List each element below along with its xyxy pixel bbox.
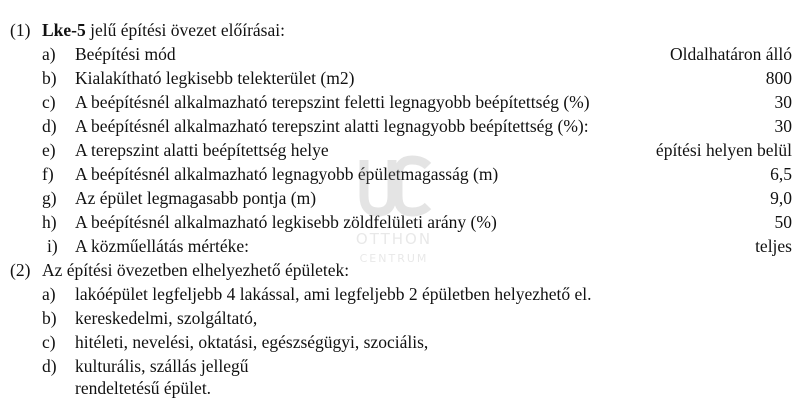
item-label: A beépítésnél alkalmazható terepszint alatti legnagyobb beépítettség (%): bbox=[75, 116, 589, 136]
list-item bbox=[0, 355, 800, 377]
section-2-header bbox=[0, 259, 800, 281]
item-label: kereskedelmi, szolgáltató, bbox=[75, 308, 258, 328]
item-letter: d) bbox=[42, 116, 57, 136]
list-item bbox=[0, 283, 800, 305]
item-label: A beépítésnél alkalmazható terepszint feletti legnagyobb beépítettség (%) bbox=[75, 92, 590, 112]
item-label: A beépítésnél alkalmazható legkisebb zöldfelületi arány (%) bbox=[75, 212, 497, 232]
item-value: 30 bbox=[774, 92, 792, 112]
rule-row bbox=[0, 43, 800, 65]
item-letter: d) bbox=[42, 356, 57, 376]
item-letter: c) bbox=[42, 92, 56, 112]
item-letter: a) bbox=[42, 284, 56, 304]
item-label: kulturális, szállás jellegű bbox=[75, 356, 249, 376]
section-title-rest: jelű építési övezet előírásai: bbox=[85, 20, 285, 40]
item-letter: f) bbox=[42, 164, 54, 184]
rule-row bbox=[0, 67, 800, 89]
section-title bbox=[42, 19, 285, 41]
rule-row bbox=[0, 235, 800, 257]
item-value: 800 bbox=[765, 68, 792, 88]
watermark-line-1: OTTHON bbox=[355, 230, 433, 248]
item-value: 30 bbox=[774, 116, 792, 136]
list-item-continuation bbox=[0, 377, 800, 399]
section-1-header bbox=[0, 19, 800, 41]
item-label: A közműellátás mértéke: bbox=[75, 236, 249, 256]
item-label: A beépítésnél alkalmazható legnagyobb épületmagasság (m) bbox=[75, 164, 499, 184]
list-item bbox=[0, 307, 800, 329]
item-label: Beépítési mód bbox=[75, 44, 176, 64]
item-letter: c) bbox=[42, 332, 56, 352]
item-value: építési helyen belül bbox=[655, 140, 792, 160]
item-label: lakóépület legfeljebb 4 lakással, ami legfeljebb 2 épületben helyezhető el. bbox=[75, 284, 592, 304]
section-number: (1) bbox=[10, 20, 31, 40]
rule-row bbox=[0, 139, 800, 161]
rule-row bbox=[0, 163, 800, 185]
item-letter: e) bbox=[42, 140, 56, 160]
item-value: 50 bbox=[774, 212, 792, 232]
item-letter: b) bbox=[42, 308, 57, 328]
item-value: Oldalhatáron álló bbox=[670, 44, 792, 64]
item-letter: g) bbox=[42, 188, 57, 208]
rule-row bbox=[0, 187, 800, 209]
item-letter: b) bbox=[42, 68, 57, 88]
list-item bbox=[0, 331, 800, 353]
rule-row bbox=[0, 91, 800, 113]
section-title: Az építési övezetben elhelyezhető épületek: bbox=[42, 260, 350, 280]
item-letter: a) bbox=[42, 44, 56, 64]
section-number: (2) bbox=[10, 260, 31, 280]
watermark-line-2: CENTRUM bbox=[359, 252, 429, 265]
zone-code: Lke-5 bbox=[42, 20, 86, 40]
item-value: 6,5 bbox=[770, 164, 792, 184]
item-label: A terepszint alatti beépítettség helye bbox=[75, 140, 329, 160]
item-label: Kialakítható legkisebb telekterület (m2) bbox=[75, 68, 355, 88]
item-value: teljes bbox=[755, 236, 792, 256]
item-value: 9,0 bbox=[770, 188, 792, 208]
rule-row bbox=[0, 115, 800, 137]
item-letter: i) bbox=[47, 236, 58, 256]
rule-row bbox=[0, 211, 800, 233]
item-letter: h) bbox=[42, 212, 57, 232]
item-label: hitéleti, nevelési, oktatási, egészségügyi, szociális, bbox=[75, 332, 429, 352]
item-label: Az épület legmagasabb pontja (m) bbox=[75, 188, 317, 208]
item-continuation: rendeltetésű épület. bbox=[75, 378, 212, 398]
